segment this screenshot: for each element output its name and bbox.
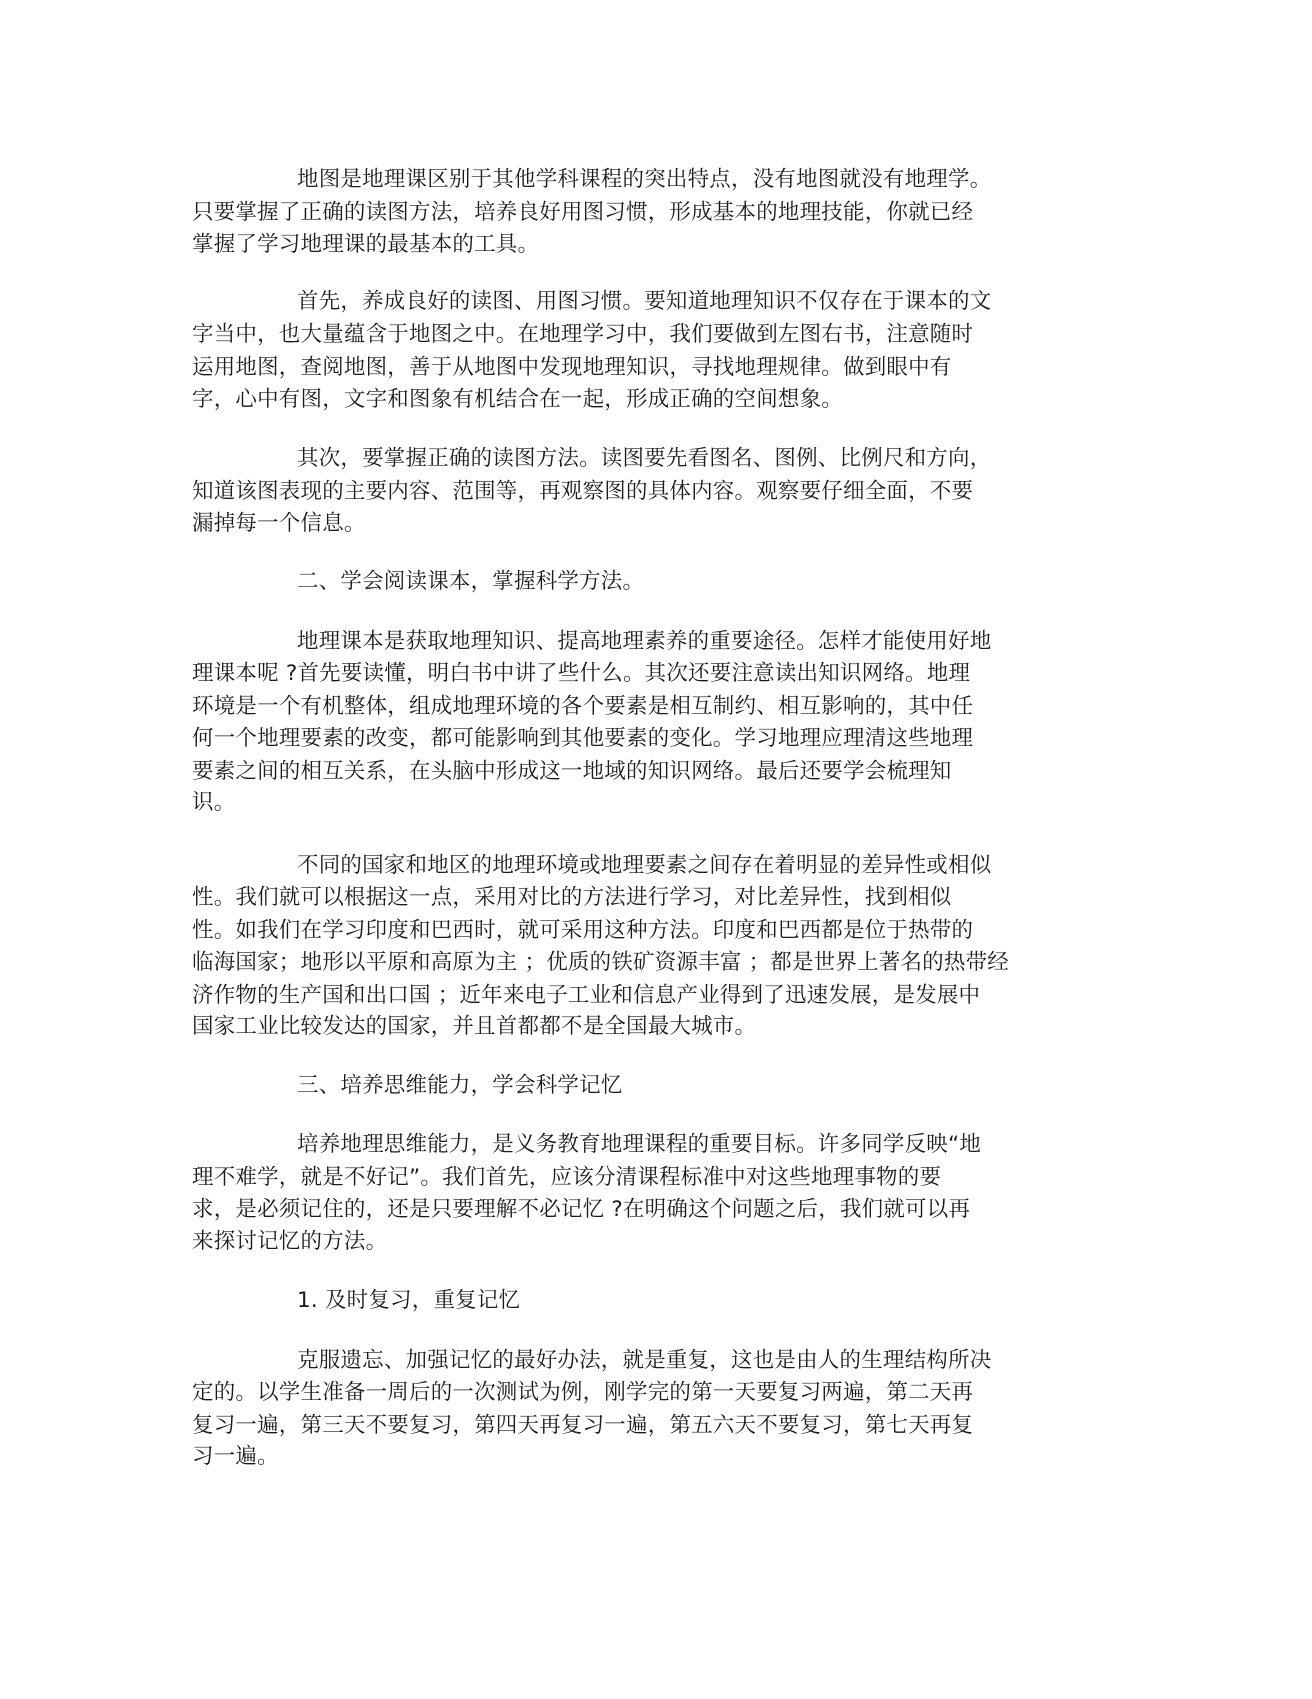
text-line: 字当中，也大量蕴含于地图之中。在地理学习中，我们要做到左图右书，注意随时	[192, 322, 974, 347]
text-line: 掌握了学习地理课的最基本的工具。	[192, 232, 540, 257]
text-line: 性。如我们在学习印度和巴西时，就可采用这种方法。印度和巴西都是位于热带的	[192, 918, 974, 943]
text-line: 何一个地理要素的改变，都可能影响到其他要素的变化。学习地理应理清这些地理	[192, 726, 974, 751]
text-line: 理课本呢 ?首先要读懂，明白书中讲了些什么。其次还要注意读出知识网络。地理	[192, 661, 971, 686]
subsection-heading: 1. 及时复习，重复记忆	[297, 1288, 521, 1313]
text-line: 求，是必须记住的，还是只要理解不必记忆 ?在明确这个问题之后，我们就可以再	[192, 1197, 971, 1222]
section-heading: 二、学会阅读课本，掌握科学方法。	[297, 569, 645, 594]
text-line: 字，心中有图，文字和图象有机结合在一起，形成正确的空间想象。	[192, 387, 844, 412]
text-line: 理不难学，就是不好记”。我们首先，应该分清课程标准中对这些地理事物的要	[192, 1165, 942, 1190]
text-line: 复习一遍，第三天不要复习，第四天再复习一遍，第五六天不要复习，第七天再复	[192, 1413, 974, 1438]
text-line: 克服遗忘、加强记忆的最好办法，就是重复，这也是由人的生理结构所决	[297, 1348, 992, 1373]
text-line: 性。我们就可以根据这一点，采用对比的方法进行学习，对比差异性，找到相似	[192, 885, 952, 910]
section-heading: 三、培养思维能力，学会科学记忆	[297, 1073, 623, 1098]
text-line: 来探讨记忆的方法。	[192, 1229, 388, 1254]
text-line: 济作物的生产国和出口国 ；近年来电子工业和信息产业得到了迅速发展，是发展中	[192, 983, 981, 1008]
text-line: 运用地图，查阅地图，善于从地图中发现地理知识，寻找地理规律。做到眼中有	[192, 355, 952, 380]
text-line: 漏掉每一个信息。	[192, 511, 366, 536]
text-line: 其次，要掌握正确的读图方法。读图要先看图名、图例、比例尺和方向，	[297, 446, 992, 471]
text-line: 培养地理思维能力，是义务教育地理课程的重要目标。许多同学反映“地	[297, 1132, 982, 1157]
text-line: 习一遍。	[192, 1444, 279, 1469]
text-line: 不同的国家和地区的地理环境或地理要素之间存在着明显的差异性或相似	[297, 853, 992, 878]
text-line: 首先，养成良好的读图、用图习惯。要知道地理知识不仅存在于课本的文	[297, 289, 992, 314]
text-line: 地理课本是获取地理知识、提高地理素养的重要途径。怎样才能使用好地	[297, 629, 992, 654]
text-line: 国家工业比较发达的国家，并且首都都不是全国最大城市。	[192, 1014, 757, 1039]
text-line: 只要掌握了正确的读图方法，培养良好用图习惯，形成基本的地理技能，你就已经	[192, 200, 974, 225]
text-line: 识。	[192, 790, 236, 815]
text-line: 知道该图表现的主要内容、范围等，再观察图的具体内容。观察要仔细全面，不要	[192, 479, 974, 504]
text-line: 环境是一个有机整体，组成地理环境的各个要素是相互制约、相互影响的，其中任	[192, 694, 974, 719]
text-line: 要素之间的相互关系，在头脑中形成这一地域的知识网络。最后还要学会梳理知	[192, 759, 952, 784]
text-line: 临海国家；地形以平原和高原为主 ；优质的铁矿资源丰富 ；都是世界上著名的热带经	[192, 950, 1009, 975]
text-line: 地图是地理课区别于其他学科课程的突出特点，没有地图就没有地理学。	[297, 167, 992, 192]
text-line: 定的。以学生准备一周后的一次测试为例，刚学完的第一天要复习两遍，第二天再	[192, 1380, 974, 1405]
